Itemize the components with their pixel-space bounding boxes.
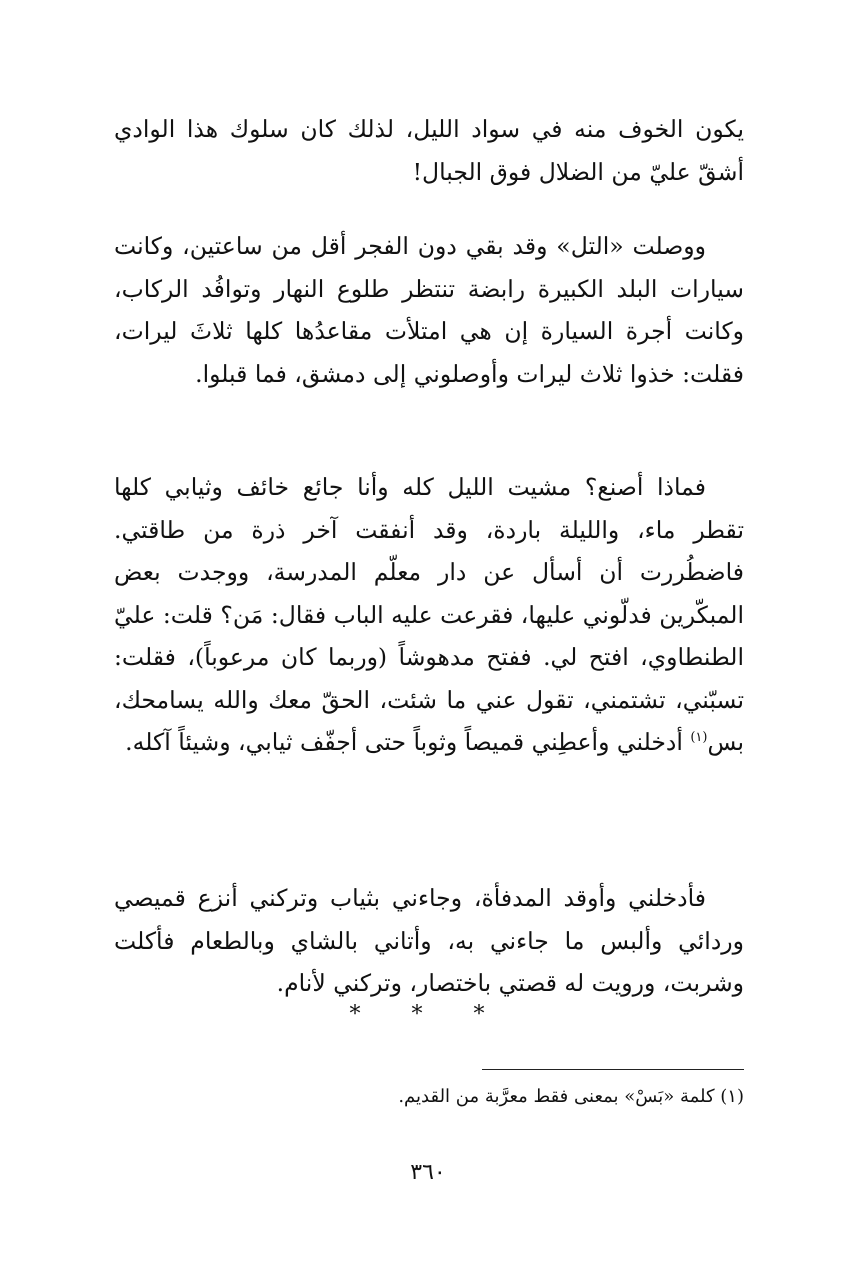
paragraph-3 bbox=[114, 466, 744, 764]
paragraph-3-text bbox=[114, 466, 744, 764]
section-separator: * * * bbox=[349, 1002, 507, 1027]
footnote-divider bbox=[482, 1069, 744, 1070]
paragraph-1-text: يكون الخوف منه في سواد الليل، لذلك كان سلوك هذا الوادي أشقّ عليّ من الضلال فوق الجبال! bbox=[114, 115, 744, 186]
paragraph-1 bbox=[114, 108, 744, 193]
paragraph-2 bbox=[114, 225, 744, 395]
page-number: ٣٦٠ bbox=[410, 1160, 446, 1185]
paragraph-4-text: فأدخلني وأوقد المدفأة، وجاءني بثياب وتركني أنزع قميصي وردائي وألبس ما جاءني به، وأتاني بالشاي وبالطعام فأكلت وشربت، ورويت له قصتي باختصار، وتركني لأنام. bbox=[114, 884, 744, 997]
paragraph-3-text-after: أدخلني وأعطِني قميصاً وثوباً حتى أجفّف ثيابي، وشيئاً آكله. bbox=[125, 728, 691, 756]
footnote-reference: (١) bbox=[690, 730, 708, 746]
footnote: (١) كلمة «بَسْ» بمعنى فقط معرَّبة من القديم. bbox=[398, 1086, 744, 1107]
paragraph-4 bbox=[114, 877, 744, 1005]
paragraph-2-text: ووصلت «التل» وقد بقي دون الفجر أقل من ساعتين، وكانت سيارات البلد الكبيرة رابضة تنتظر طلوع النهار وتوافُد الركاب، وكانت أجرة السيارة إن هي امتلأت مقاعدُها كلها ثلاثَ ليرات، فقلت: خذوا ثلاث ليرات وأوصلوني إلى دمشق، فما قبلوا. bbox=[114, 232, 744, 388]
paragraph-3-text-before: فماذا أصنع؟ مشيت الليل كله وأنا جائع خائف وثيابي كلها تقطر ماء، والليلة باردة، وقد أنفقت آخر ذرة من طاقتي. فاضطُررت أن أسأل عن دار معلّم المدرسة، ووجدت بعض المبكّرين فدلّوني عليها، فقرعت عليه الباب فقال: مَن؟ قلت: عليّ الطنطاوي، افتح لي. ففتح مدهوشاً (وربما كان مرعوباً)، فقلت: تسبّني، تشتمني، تقول عني ما شئت، الحقّ معك والله يسامحك، بس bbox=[114, 473, 744, 756]
